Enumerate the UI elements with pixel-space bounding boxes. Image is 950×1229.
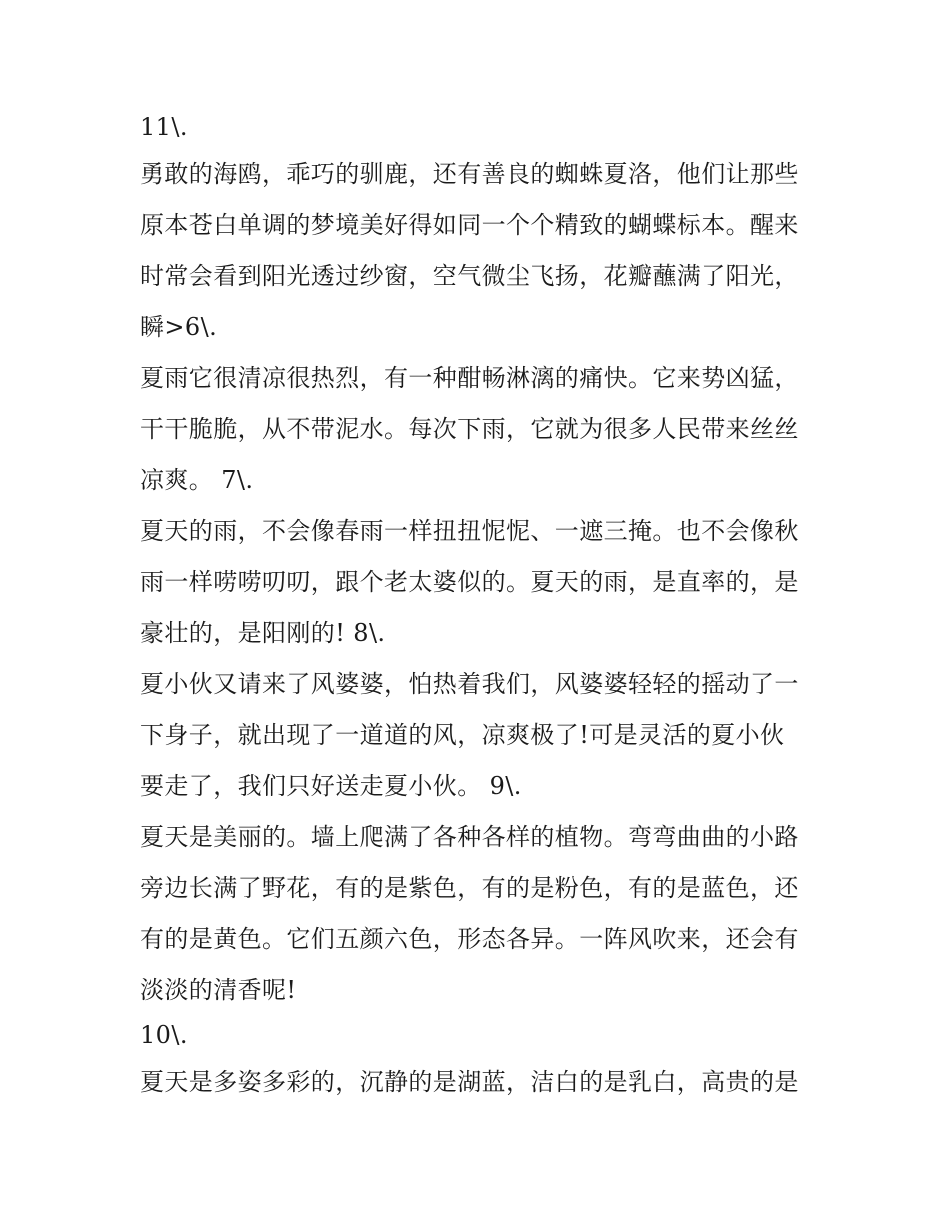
- text-line: 时常会看到阳光透过纱窗，空气微尘飞扬，花瓣蘸满了阳光，: [140, 262, 799, 290]
- text-line: 瞬>6\.: [140, 313, 218, 341]
- text-line: 雨一样唠唠叨叨，跟个老太婆似的。夏天的雨，是直率的，是: [140, 568, 799, 596]
- text-line: 夏雨它很清凉很热烈，有一种酣畅淋漓的痛快。它来势凶猛，: [140, 364, 799, 392]
- text-line: 11\.: [140, 113, 188, 141]
- text-line: 豪壮的，是阳刚的! 8\.: [140, 619, 386, 647]
- text-line: 勇敢的海鸥，乖巧的驯鹿，还有善良的蜘蛛夏洛，他们让那些: [140, 160, 799, 188]
- text-line: 夏天是美丽的。墙上爬满了各种各样的植物。弯弯曲曲的小路: [140, 823, 799, 851]
- text-line: 干干脆脆，从不带泥水。每次下雨，它就为很多人民带来丝丝: [140, 415, 799, 443]
- text-line: 原本苍白单调的梦境美好得如同一个个精致的蝴蝶标本。醒来: [140, 211, 799, 239]
- text-line: 旁边长满了野花，有的是紫色，有的是粉色，有的是蓝色，还: [140, 874, 799, 902]
- text-line: 10\.: [140, 1021, 188, 1049]
- text-line: 夏小伙又请来了风婆婆，怕热着我们，风婆婆轻轻的摇动了一: [140, 670, 799, 698]
- text-line: 要走了，我们只好送走夏小伙。 9\.: [140, 772, 522, 800]
- text-line: 有的是黄色。它们五颜六色，形态各异。一阵风吹来，还会有: [140, 925, 799, 953]
- text-line: 凉爽。 7\.: [140, 466, 254, 494]
- text-line: 夏天是多姿多彩的，沉静的是湖蓝，洁白的是乳白，高贵的是: [140, 1068, 799, 1096]
- text-line: 夏天的雨，不会像春雨一样扭扭怩怩、一遮三掩。也不会像秋: [140, 517, 799, 545]
- text-line: 下身子，就出现了一道道的风，凉爽极了!可是灵活的夏小伙: [140, 721, 785, 749]
- text-line: 淡淡的清香呢!: [140, 976, 297, 1004]
